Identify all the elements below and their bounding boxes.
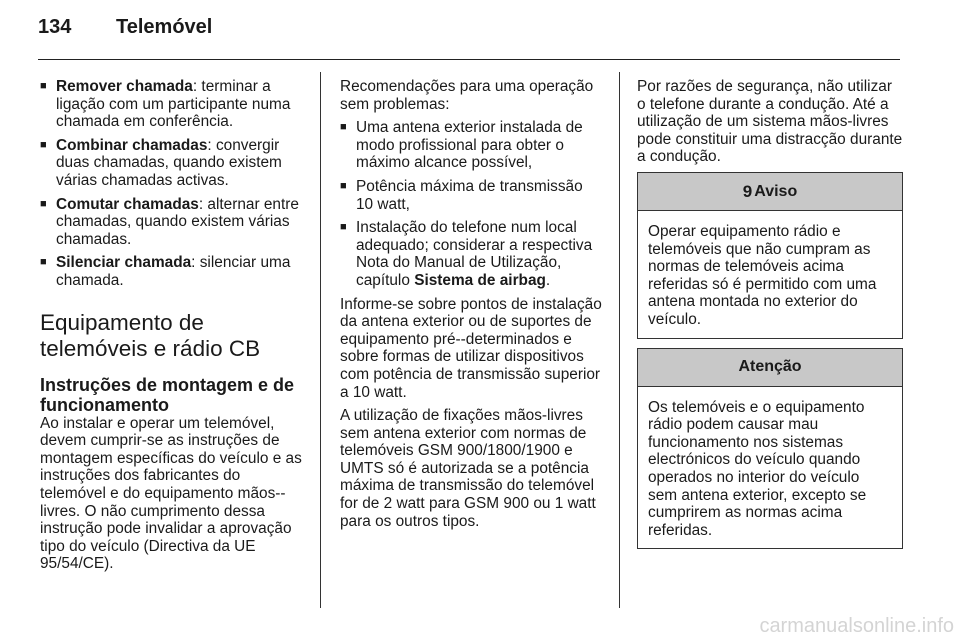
column-divider-1 bbox=[320, 72, 321, 608]
column-3 bbox=[637, 78, 903, 549]
warning-triangle-icon: 9 bbox=[742, 181, 753, 201]
list-item-text: : silenciar uma chamada. bbox=[56, 254, 291, 289]
warning-header bbox=[638, 173, 902, 211]
column-2 bbox=[340, 78, 604, 536]
warning-box bbox=[637, 172, 903, 339]
header-rule bbox=[38, 59, 900, 60]
section-heading: Equipamento de telemóveis e rádio CB bbox=[40, 309, 261, 361]
caution-body: Os telemóveis e o equipamento rádio podem causar mau funcionamento nos sistemas electrónicos do veículo quando operados no interior do veículo sem antena exterior, excepto se cumprirem as normas acima referidas. bbox=[648, 398, 867, 539]
list-item bbox=[40, 196, 304, 249]
bullet-marker: ■ bbox=[340, 179, 347, 192]
bullet-marker: ■ bbox=[40, 197, 47, 210]
list-item-term: Combinar chamadas bbox=[56, 136, 208, 154]
paragraph: Ao instalar e operar um telemóvel, devem cumprir-se as instruções de montagem específicas do veículo e as instruções dos fabricantes do telemóvel e do equipamento mãos--livres. O não cumprimento dessa instrução pode invalidar a aprovação tipo do veículo (Directiva da UE 95/54/CE). bbox=[40, 414, 302, 573]
page-header bbox=[38, 16, 212, 50]
list-item-text: : convergir duas chamadas, quando existem várias chamadas activas. bbox=[56, 136, 282, 189]
list-item-term: Comutar chamadas bbox=[56, 195, 199, 213]
column-1 bbox=[40, 78, 304, 579]
subsection-heading: Instruções de montagem e de funcionamento bbox=[40, 374, 295, 415]
watermark: carmanualsonline.info bbox=[759, 615, 954, 637]
paragraph: Recomendações para uma operação sem problemas: bbox=[340, 78, 594, 113]
page-title: Telemóvel bbox=[116, 16, 213, 38]
caution-title: Atenção bbox=[738, 358, 802, 376]
bullet-marker: ■ bbox=[40, 80, 47, 92]
page-number: 134 bbox=[38, 16, 72, 38]
bullet-marker: ■ bbox=[40, 256, 47, 269]
chapter-reference: Sistema de airbag bbox=[414, 271, 546, 289]
caution-box bbox=[637, 348, 903, 550]
list-item-text: Instalação do telefone num local adequado; considerar a respectiva Nota do Manual de Utilização, capítulo bbox=[356, 219, 593, 289]
list-item bbox=[340, 119, 604, 172]
column-divider-2 bbox=[619, 72, 620, 608]
paragraph: A utilização de fixações mãos-livres sem antena exterior com normas de telemóveis GSM 900/1800/1900 e UMTS só é autorizada se a potência máxima de transmissão do telemóvel for de 2 watt para GSM 900 ou 1 watt para os outros tipos. bbox=[340, 407, 596, 530]
list-item bbox=[40, 254, 304, 289]
paragraph: Informe-se sobre pontos de instalação da antena exterior ou de suportes de equipamento pré--determinados e sobre formas de utilizar dispositivos com potência de transmissão superior a 10 watt. bbox=[340, 295, 602, 401]
paragraph: Por razões de segurança, não utilizar o telefone durante a condução. Até a utilização de um sistema mãos-livres pode constituir uma distracção durante a condução. bbox=[637, 78, 903, 166]
list-item-suffix: . bbox=[545, 271, 551, 289]
list-item bbox=[340, 219, 604, 289]
warning-body: Operar equipamento rádio e telemóveis que não cumpram as normas de telemóveis acima referidas só é permitido com uma antena montada no exterior do veículo. bbox=[648, 222, 877, 328]
list-item-text: : alternar entre chamadas, quando existem várias chamadas. bbox=[56, 195, 299, 248]
list-item bbox=[40, 137, 304, 190]
list-item-text: : terminar a ligação com um participante numa chamada em conferência. bbox=[56, 78, 291, 131]
list-item-term: Silenciar chamada bbox=[56, 254, 192, 272]
warning-title: Aviso bbox=[754, 182, 798, 200]
list-item bbox=[40, 78, 304, 131]
list-item bbox=[340, 178, 604, 213]
bullet-marker: ■ bbox=[340, 221, 347, 234]
list-item-text: Potência máxima de transmissão 10 watt, bbox=[356, 177, 583, 213]
list-item-term: Remover chamada bbox=[56, 78, 193, 95]
bullet-marker: ■ bbox=[340, 121, 347, 134]
caution-header bbox=[638, 349, 902, 387]
list-item-text: Uma antena exterior instalada de modo profissional para obter o máximo alcance possível, bbox=[356, 119, 583, 172]
bullet-marker: ■ bbox=[40, 138, 47, 151]
